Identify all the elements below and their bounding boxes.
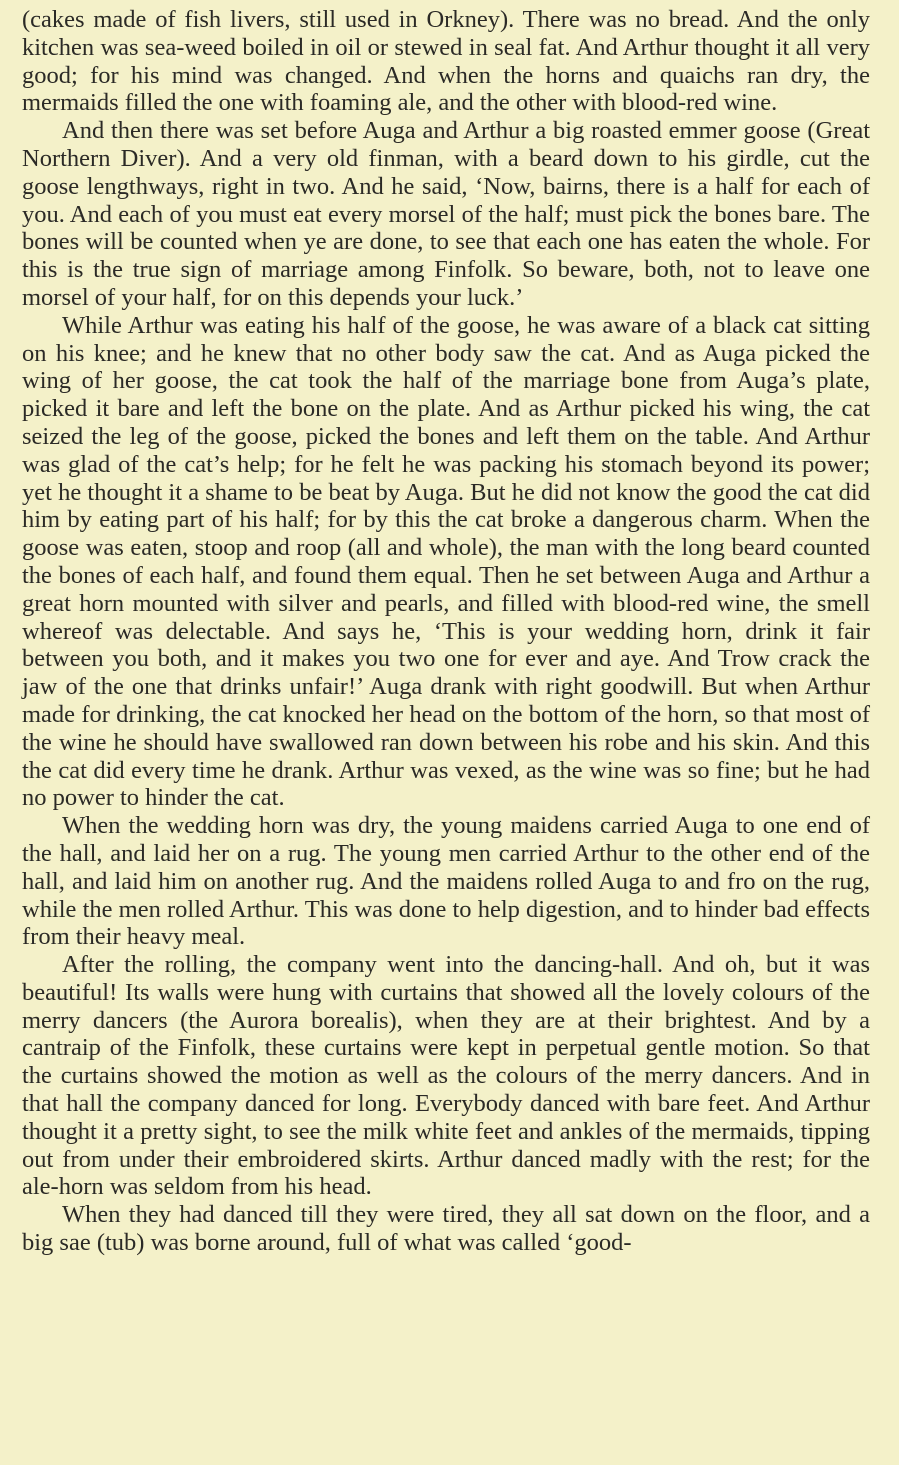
paragraph-goose: And then there was set before Auga and Arthur a big roasted emmer goose (Great Northern Diver). And a very old finman, with a beard down to his girdle, cut the goose lengthways, right in two. And he said, ‘Now, bairns, there is a half for each of you. And each of you must eat every morsel of the half; must pick the bones bare. The bones will be counted when ye are done, to see that each one has eaten the whole. For this is the true sign of marriage among Finfolk. So beware, both, not to leave one morsel of your half, for on this depends your luck.’ — [22, 117, 870, 311]
paragraph-tub: When they had danced till they were tired, they all sat down on the floor, and a big sae (tub) was borne around, full of what was called ‘good- — [22, 1201, 870, 1257]
paragraph-dancing-hall: After the rolling, the company went into the dancing-hall. And oh, but it was beautiful! Its walls were hung with curtains that showed all the lovely colours of the merry dancers (the Aurora borealis), when they are at their brightest. And by a cantraip of the Finfolk, these curtains were kept in perpetual gentle motion. So that the curtains showed the motion as well as the colours of the merry dancers. And in that hall the company danced for long. Everybody danced with bare feet. And Arthur thought it a pretty sight, to see the milk white feet and ankles of the mermaids, tipping out from under their embroidered skirts. Arthur danced madly with the rest; for the ale-horn was seldom from his head. — [22, 951, 870, 1201]
page-text — [22, 6, 870, 1257]
paragraph-continued: (cakes made of fish livers, still used in Orkney). There was no bread. And the only kitchen was sea-weed boiled in oil or stewed in seal fat. And Arthur thought it all very good; for his mind was changed. And when the horns and quaichs ran dry, the mermaids filled the one with foaming ale, and the other with blood-red wine. — [22, 6, 870, 117]
paragraph-rolling: When the wedding horn was dry, the young maidens carried Auga to one end of the hall, and laid her on a rug. The young men carried Arthur to the other end of the hall, and laid him on another rug. And the maidens rolled Auga to and fro on the rug, while the men rolled Arthur. This was done to help digestion, and to hinder bad effects from their heavy meal. — [22, 812, 870, 951]
paragraph-black-cat: While Arthur was eating his half of the goose, he was aware of a black cat sitting on his knee; and he knew that no other body saw the cat. And as Auga picked the wing of her goose, the cat took the half of the marriage bone from Auga’s plate, picked it bare and left the bone on the plate. And as Arthur picked his wing, the cat seized the leg of the goose, picked the bones and left them on the table. And Arthur was glad of the cat’s help; for he felt he was packing his stomach beyond its power; yet he thought it a shame to be beat by Auga. But he did not know the good the cat did him by eating part of his half; for by this the cat broke a dangerous charm. When the goose was eaten, stoop and roop (all and whole), the man with the long beard counted the bones of each half, and found them equal. Then he set between Auga and Arthur a great horn mounted with silver and pearls, and filled with blood-red wine, the smell whereof was delectable. And says he, ‘This is your wedding horn, drink it fair between you both, and it makes you two one for ever and aye. And Trow crack the jaw of the one that drinks unfair!’ Auga drank with right goodwill. But when Arthur made for drinking, the cat knocked her head on the bottom of the horn, so that most of the wine he should have swallowed ran down between his robe and his skin. And this the cat did every time he drank. Arthur was vexed, as the wine was so fine; but he had no power to hinder the cat. — [22, 311, 870, 812]
